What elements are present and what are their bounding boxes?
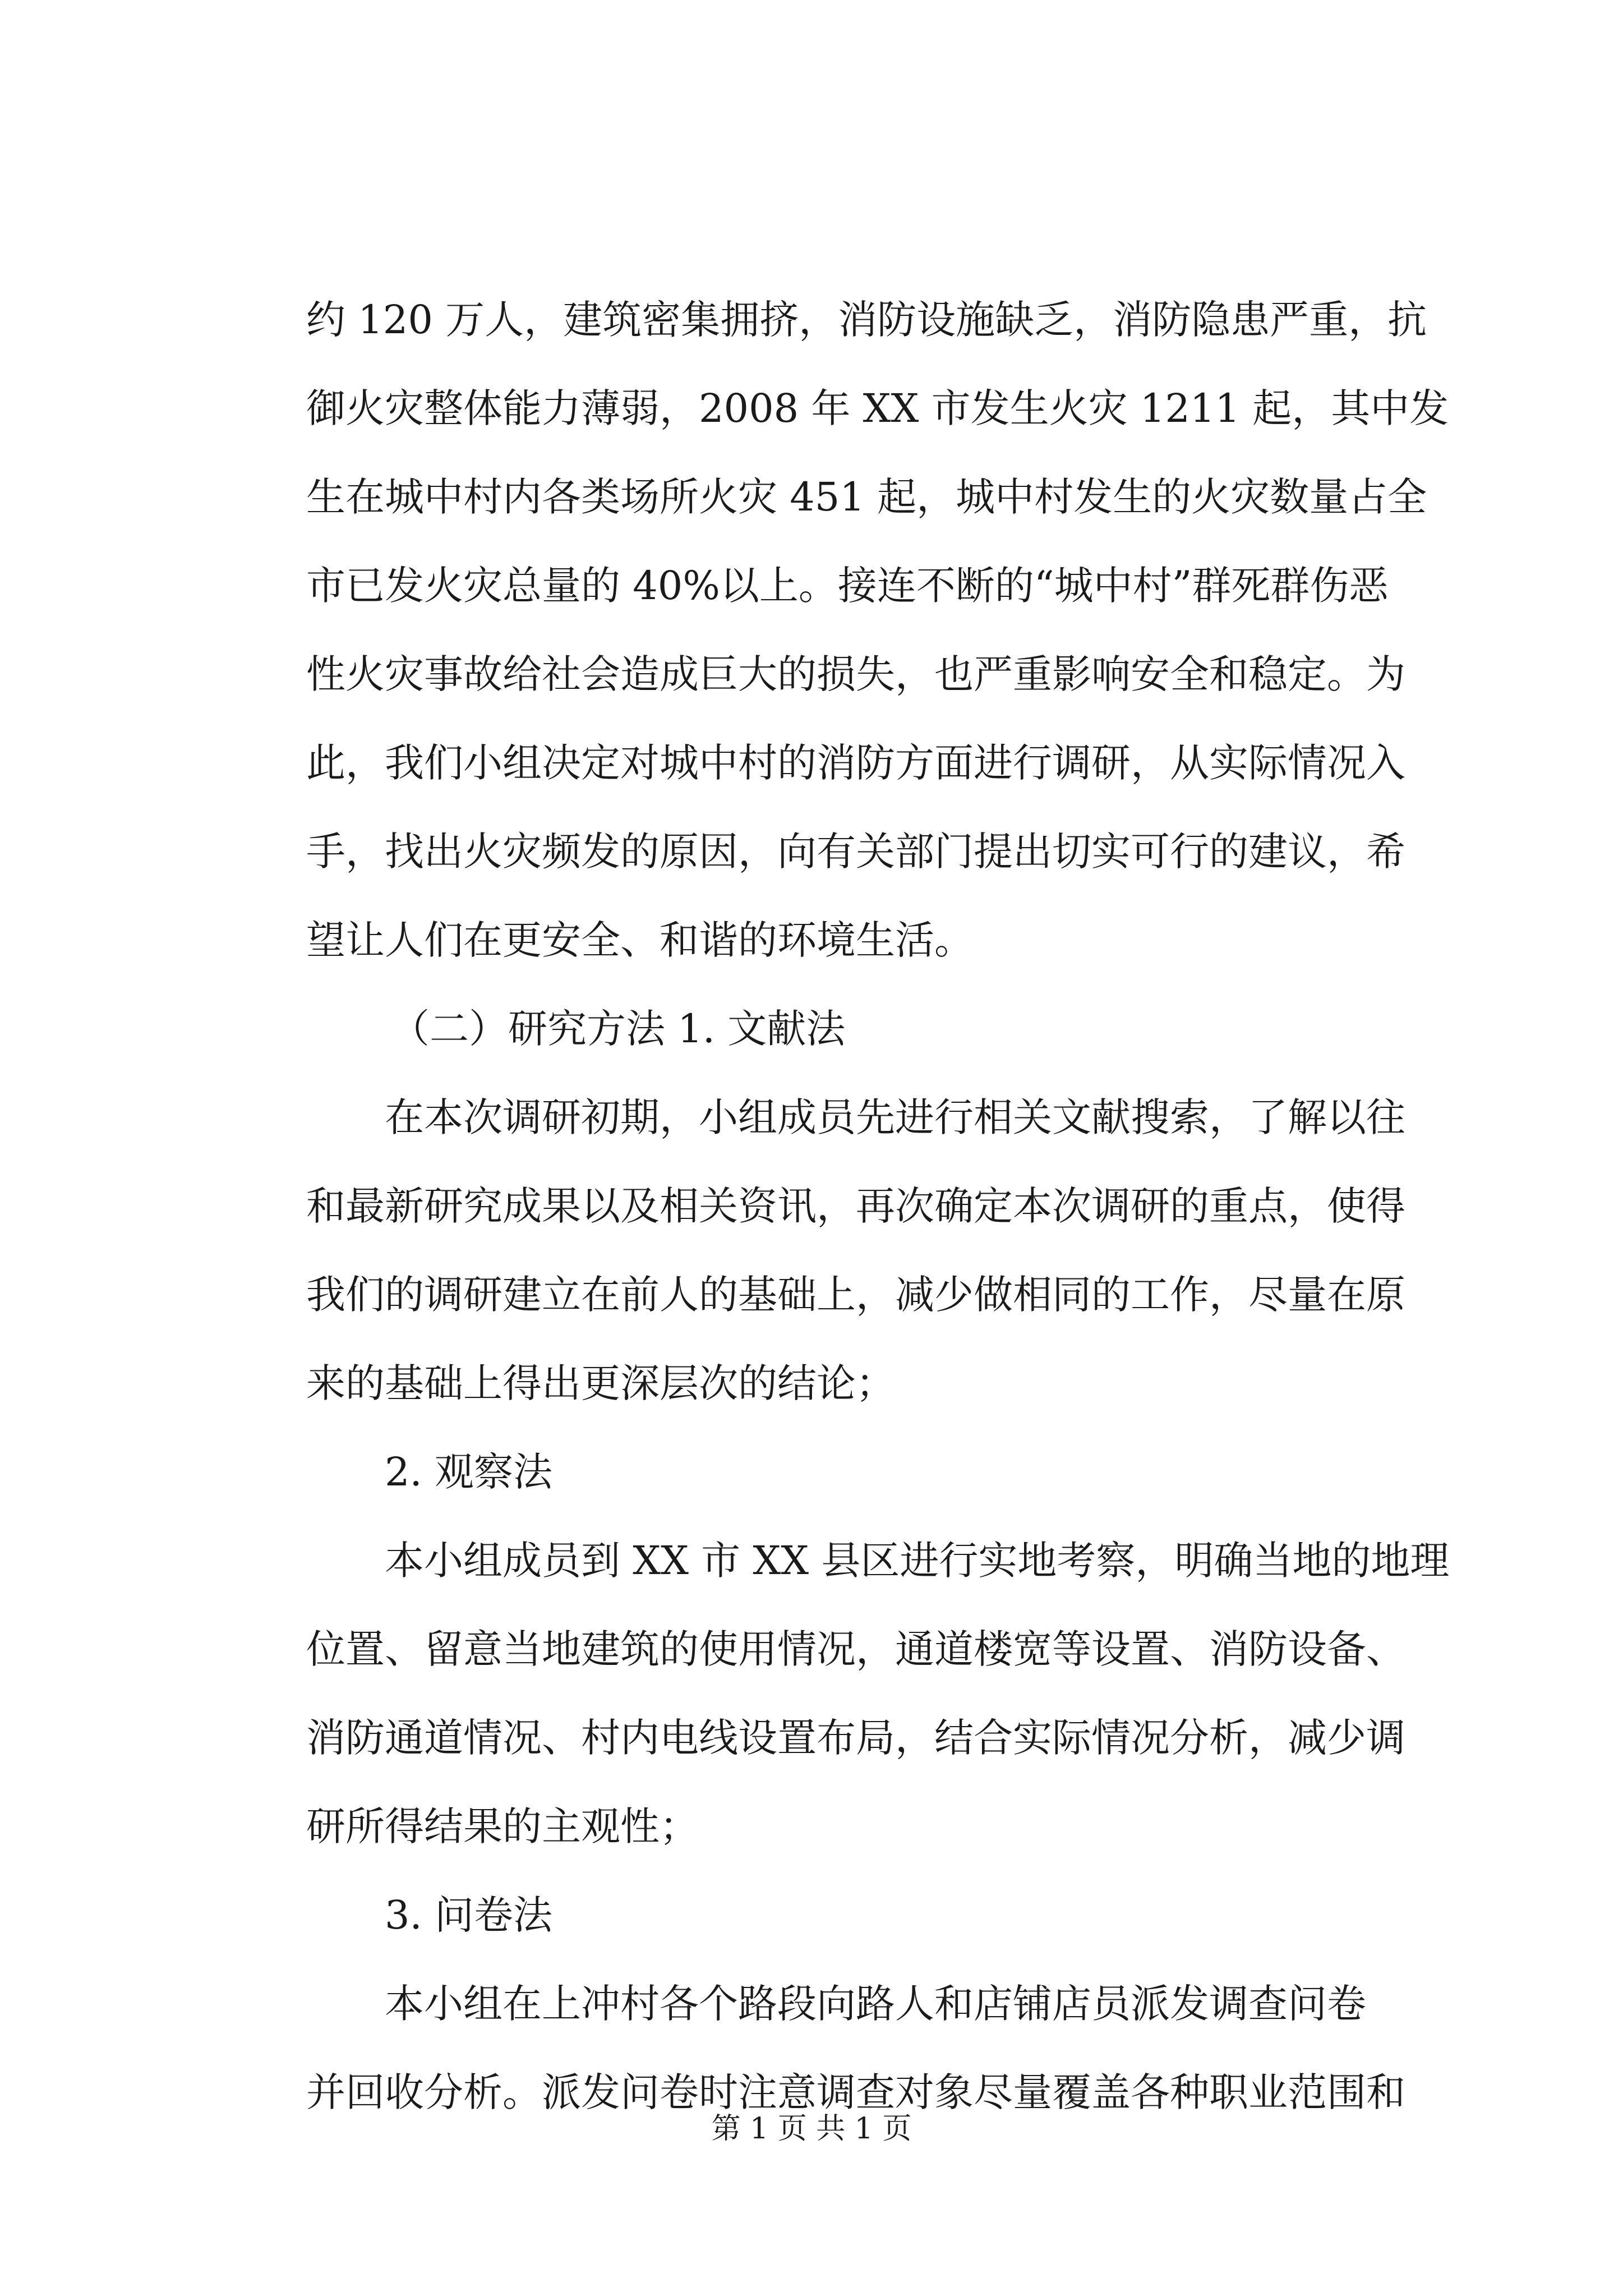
- text-line: 研所得结果的主观性；: [306, 1803, 699, 1849]
- text-line: 和最新研究成果以及相关资讯，再次确定本次调研的重点，使得: [306, 1183, 1405, 1229]
- text-line: 本小组成员到 XX 市 XX 县区进行实地考察，明确当地的地理: [385, 1538, 1450, 1584]
- section-heading: （二）研究方法 1. 文献法: [390, 1006, 846, 1052]
- text-line: 御火灾整体能力薄弱，2008 年 XX 市发生火灾 1211 起，其中发: [306, 385, 1449, 431]
- text-line: 望让人们在更安全、和谐的环境生活。: [306, 917, 974, 963]
- text-line: 位置、留意当地建筑的使用情况，通道楼宽等设置、消防设备、: [306, 1626, 1405, 1672]
- text-line: 并回收分析。派发问卷时注意调查对象尽量覆盖各种职业范围和: [306, 2069, 1405, 2115]
- text-line: 此，我们小组决定对城中村的消防方面进行调研，从实际情况入: [306, 740, 1405, 786]
- text-line: 手，找出火灾频发的原因，向有关部门提出切实可行的建议，希: [306, 829, 1405, 875]
- page-footer: 第 1 页 共 1 页: [711, 2112, 912, 2146]
- text-line: 在本次调研初期，小组成员先进行相关文献搜索，了解以往: [385, 1094, 1405, 1140]
- text-line: 消防通道情况、村内电线设置布局，结合实际情况分析，减少调: [306, 1715, 1405, 1761]
- text-line: 市已发火灾总量的 40%以上。接连不断的“城中村”群死群伤恶: [306, 563, 1389, 609]
- text-line: 本小组在上冲村各个路段向路人和店铺店员派发调查问卷: [385, 1981, 1366, 2027]
- text-line: 性火灾事故给社会造成巨大的损失，也严重影响安全和稳定。为: [306, 651, 1405, 697]
- subsection-heading: 2. 观察法: [385, 1449, 553, 1495]
- subsection-heading: 3. 问卷法: [385, 1892, 553, 1938]
- text-line: 我们的调研建立在前人的基础上，减少做相同的工作，尽量在原: [306, 1272, 1405, 1318]
- text-line: 约 120 万人，建筑密集拥挤，消防设施缺乏，消防隐患严重，抗: [306, 297, 1427, 343]
- text-line: 生在城中村内各类场所火灾 451 起，城中村发生的火灾数量占全: [306, 474, 1427, 520]
- text-line: 来的基础上得出更深层次的结论；: [306, 1360, 895, 1406]
